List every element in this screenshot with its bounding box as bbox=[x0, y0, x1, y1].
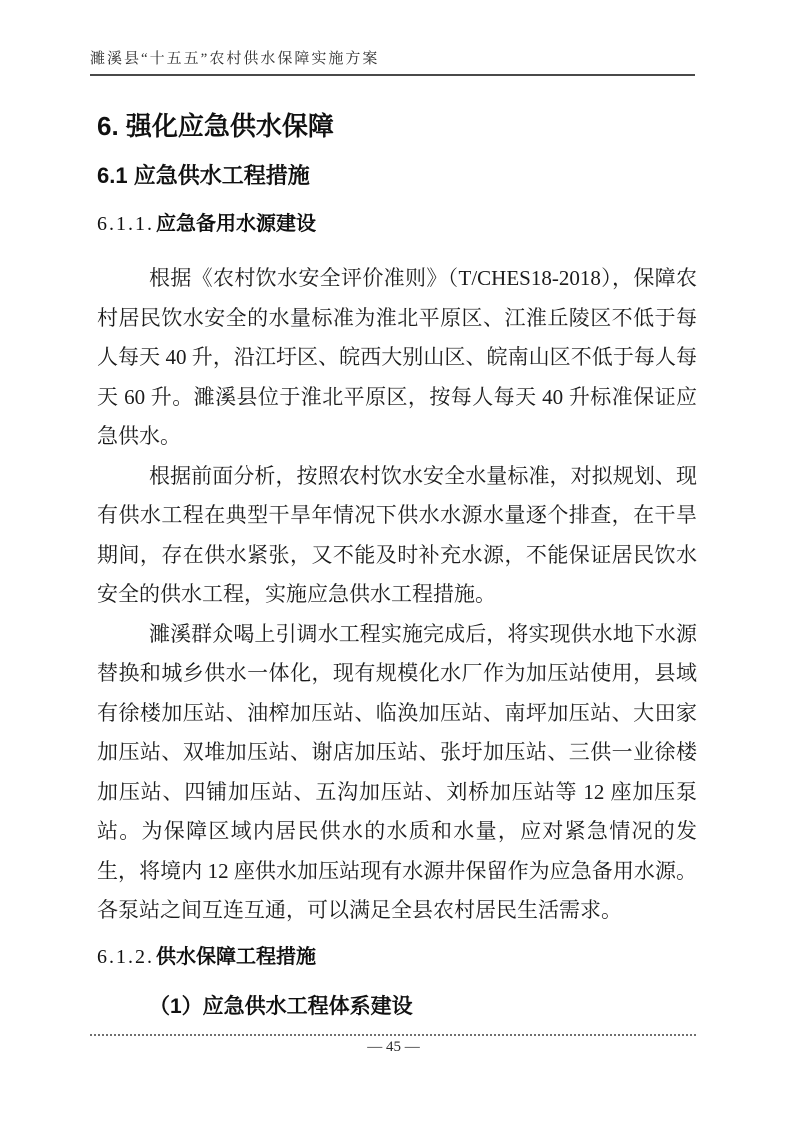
subsection-number: 6.1.2. bbox=[97, 945, 154, 968]
document-body bbox=[97, 112, 697, 1018]
paragraph-water-quantity-standard: 根据《农村饮水安全评价准则》（T/CHES18-2018），保障农村居民饮水安全的水量标准为淮北平原区、江淮丘陵区不低于每人每天 40 升，沿江圩区、皖西大别山区、皖南山区不低于每人每天 60 升。濉溪县位于淮北平原区，按每人每天 40 升标准保证应急供水。 bbox=[97, 266, 697, 448]
section-heading: 6.1 应急供水工程措施 bbox=[97, 163, 310, 188]
paragraph-drought-analysis: 根据前面分析，按照农村饮水安全水量标准，对拟规划、现有供水工程在典型干旱年情况下供水水源水量逐个排查，在干旱期间，存在供水紧张，又不能及时补充水源，不能保证居民饮水安全的供水工程，实施应急供水工程措施。 bbox=[97, 463, 697, 606]
page-header bbox=[90, 50, 695, 76]
page-number: — 45 — bbox=[367, 1039, 420, 1055]
subsection-heading-611 bbox=[97, 213, 697, 236]
subsection-title: 供水保障工程措施 bbox=[156, 945, 316, 968]
paragraph-pressurization-stations: 濉溪群众喝上引调水工程实施完成后，将实现供水地下水源替换和城乡供水一体化，现有规模化水厂作为加压站使用，县域有徐楼加压站、油榨加压站、临涣加压站、南坪加压站、大田家加压站、双堆加压站、谢店加压站、张圩加压站、三供一业徐楼加压站、四铺加压站、五沟加压站、刘桥加压站等 12 座加压泵站。为保障区域内居民供水的水质和水量，应对紧急情况的发生，将境内 12 座供水加压站现有水源井保留作为应急备用水源。各泵站之间互连互通，可以满足全县农村居民生活需求。 bbox=[97, 621, 697, 922]
subsection-heading-612 bbox=[97, 946, 697, 969]
subsection-number: 6.1.1. bbox=[97, 213, 154, 235]
item-heading-emergency-system: （1）应急供水工程体系建设 bbox=[149, 994, 413, 1018]
chapter-heading: 6. 强化应急供水保障 bbox=[97, 111, 334, 141]
footer-divider bbox=[90, 1034, 697, 1036]
page-footer bbox=[90, 1034, 697, 1057]
subsection-title: 应急备用水源建设 bbox=[156, 213, 316, 235]
running-header-title: 濉溪县“十五五”农村供水保障实施方案 bbox=[90, 51, 380, 67]
